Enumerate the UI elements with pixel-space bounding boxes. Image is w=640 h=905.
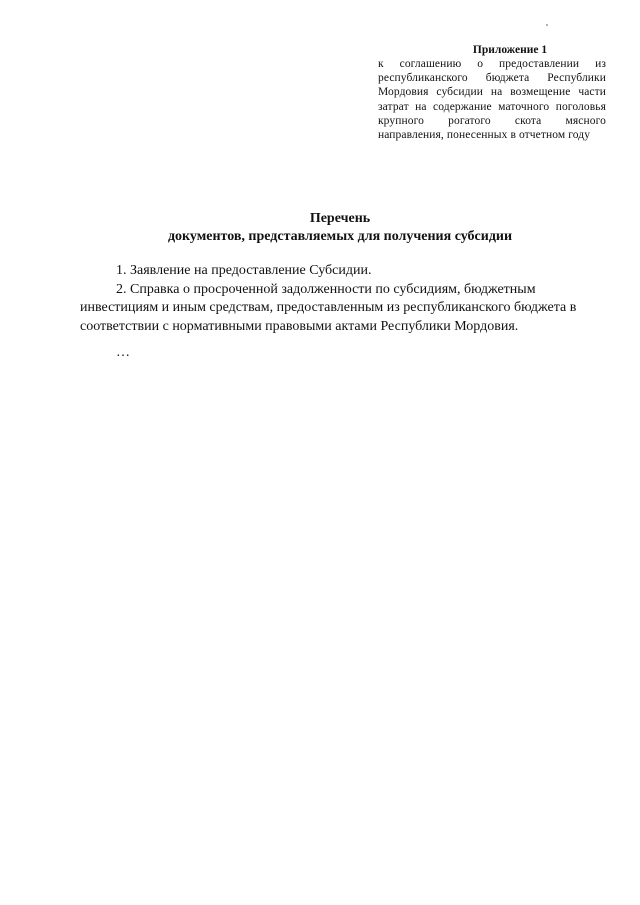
document-title xyxy=(80,210,600,246)
appendix-title: Приложение 1 xyxy=(472,44,548,56)
list-item: 1. Заявление на предоставление Субсидии. xyxy=(116,263,372,278)
document-body xyxy=(80,262,598,363)
ellipsis-text: … xyxy=(116,345,130,361)
appendix-text: к соглашению о предоставлении из республиканского бюджета Республики Мордовия субсидии на возмещение части затрат на содержание маточного поголовья крупного рогатого скота мясного направления, понесенных в отчетном году xyxy=(378,58,606,142)
title-line-2: документов, представляемых для получения субсидии xyxy=(167,229,513,244)
appendix-block xyxy=(378,43,606,142)
title-line-1: Перечень xyxy=(309,211,371,226)
list-item: 2. Справка о просроченной задолженности по субсидиям, бюджетным инвестициям и иным средствам, предоставленным из республиканского бюджета в соответствии с нормативными правовыми актами Республики Мордовия. xyxy=(80,281,577,334)
scan-artifact-dot xyxy=(546,24,548,26)
